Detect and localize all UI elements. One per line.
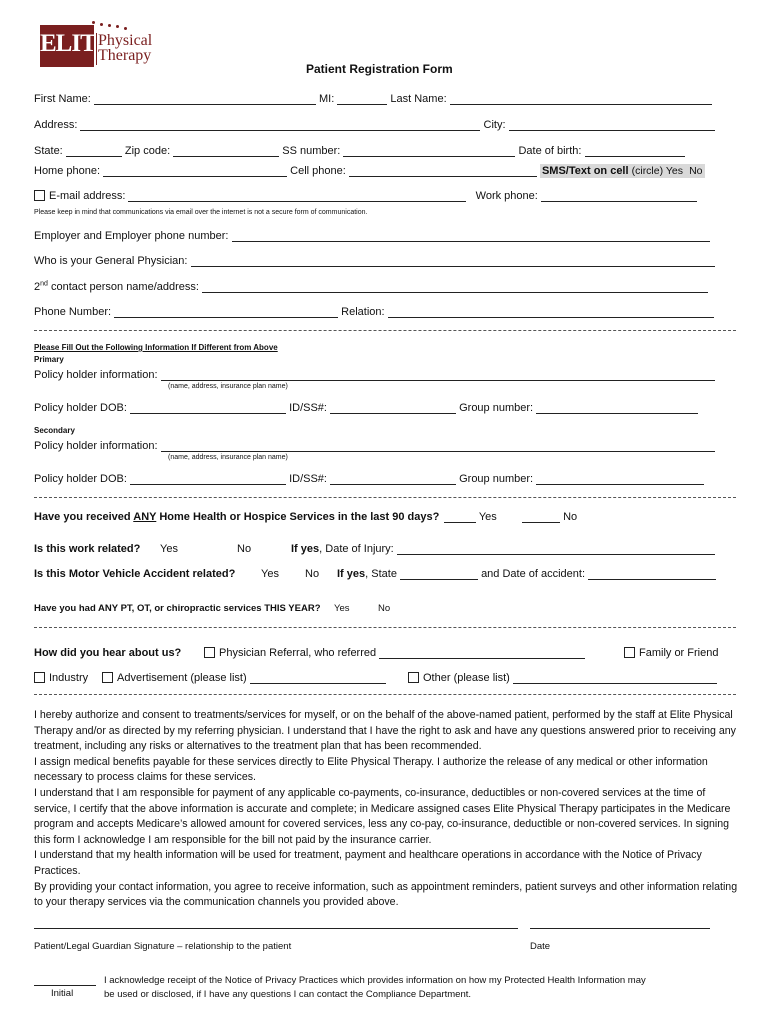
email-label: E-mail address: (49, 190, 126, 202)
secondary-group-field[interactable] (536, 473, 704, 485)
other-label: Other (please list) (423, 672, 510, 684)
signature-label: Patient/Legal Guardian Signature – relationship to the patient (34, 941, 292, 952)
address-label: Address: (34, 119, 78, 131)
primary-policy-row (34, 369, 715, 381)
logo-dot (116, 25, 119, 28)
signature-line[interactable] (34, 928, 518, 929)
date-label: Date (530, 941, 551, 952)
policy-note: (name, address, insurance plan name) (168, 454, 288, 461)
work-related-question: Is this work related? (34, 543, 141, 555)
policy-info-label: Policy holder information: (34, 369, 158, 381)
home-health-text-post: Home Health or Hospice Services in the last 90 days? (156, 511, 440, 523)
consent-paragraph: I understand that my health information will be used for treatment, payment and healthcare operations in accordance with the Notice of Privacy Practices. (34, 849, 702, 877)
primary-label: Primary (34, 355, 64, 364)
primary-dob-field[interactable] (130, 402, 286, 414)
physician-referral-checkbox[interactable] (204, 647, 215, 658)
logo-elite-text: ELITE (40, 30, 112, 57)
other-field[interactable] (513, 672, 717, 684)
family-friend-label: Family or Friend (639, 647, 719, 659)
dob-field[interactable] (585, 145, 685, 157)
ss-field[interactable] (343, 145, 515, 157)
first-name-label: First Name: (34, 93, 91, 105)
first-name-field[interactable] (94, 93, 316, 105)
phone-row (34, 165, 705, 177)
secondary-id-field[interactable] (330, 473, 456, 485)
logo-dot (108, 24, 111, 27)
email-note: Please keep in mind that communications via email over the internet is not a secure form of communication. (34, 209, 368, 216)
employer-label: Employer and Employer phone number: (34, 230, 229, 242)
secondary-policy-info-field[interactable] (161, 440, 715, 452)
group-number-label: Group number: (459, 402, 534, 414)
contact2-text: contact person name/address: (47, 280, 199, 293)
if-yes-label: If yes (291, 543, 320, 555)
other-option (408, 672, 717, 684)
form-title: Patient Registration Form (306, 62, 453, 76)
section-divider (34, 497, 736, 498)
accident-date-label: and Date of accident: (481, 568, 586, 580)
accident-state-field[interactable] (400, 568, 478, 580)
home-health-question (34, 511, 439, 523)
home-health-no[interactable] (522, 511, 577, 523)
motor-vehicle-yes[interactable]: Yes (261, 568, 279, 580)
city-field[interactable] (509, 119, 715, 131)
work-phone-field[interactable] (541, 190, 697, 202)
contact2-sup: nd (40, 280, 48, 287)
logo-divider (96, 33, 97, 65)
name-row (34, 93, 712, 105)
home-health-yes-field[interactable] (444, 511, 476, 523)
logo-dot (100, 23, 103, 26)
pt-ot-no[interactable]: No (378, 603, 391, 614)
acknowledgement-line1: I acknowledge receipt of the Notice of Privacy Practices which provides information on how my Protected Health Information may (104, 975, 646, 986)
accident-row (337, 568, 716, 580)
primary-id-field[interactable] (330, 402, 456, 414)
contact2-num: 2 (34, 280, 41, 293)
contact2-phone-row (34, 306, 714, 318)
secondary-policy-row (34, 440, 715, 452)
sms-option[interactable] (540, 164, 705, 178)
date-line[interactable] (530, 928, 710, 929)
home-phone-label: Home phone: (34, 165, 101, 177)
motor-vehicle-question: Is this Motor Vehicle Accident related? (34, 568, 236, 580)
cell-phone-label: Cell phone: (290, 165, 346, 177)
primary-group-field[interactable] (536, 402, 698, 414)
id-ss-label: ID/SS#: (289, 473, 327, 485)
state-label: State: (34, 145, 63, 157)
consent-text (34, 708, 738, 911)
home-health-text-pre: Have you received (34, 511, 134, 523)
email-field[interactable] (128, 190, 466, 202)
mi-label: MI: (318, 93, 335, 105)
physician-field[interactable] (191, 255, 715, 267)
secondary-dob-field[interactable] (130, 473, 286, 485)
physician-label: Who is your General Physician: (34, 255, 188, 267)
work-phone-label: Work phone: (475, 190, 538, 202)
home-health-yes[interactable] (444, 511, 497, 523)
section-divider (34, 694, 736, 695)
referral-question: How did you hear about us? (34, 647, 182, 659)
logo-dot (92, 21, 95, 24)
home-phone-field[interactable] (103, 165, 287, 177)
id-ss-label: ID/SS#: (289, 402, 327, 414)
zip-field[interactable] (173, 145, 279, 157)
advertisement-field[interactable] (250, 672, 386, 684)
logo-physical-text: Physical (98, 32, 153, 49)
employer-row (34, 230, 710, 242)
section-divider (34, 627, 736, 628)
ss-label: SS number: (282, 145, 341, 157)
email-checkbox[interactable] (34, 190, 45, 201)
email-row (34, 190, 697, 202)
section-divider (34, 330, 736, 331)
contact2-label (34, 281, 199, 293)
physician-referral-label: Physician Referral, who referred (219, 647, 377, 659)
consent-paragraph: By providing your contact information, you agree to receive information, such as appointment reminders, patient surveys and other information relating to your therapy services via the communication channels you provided above. (34, 880, 738, 909)
phone-number-field[interactable] (114, 306, 338, 318)
industry-label: Industry (49, 672, 89, 684)
work-related-no[interactable]: No (237, 543, 252, 555)
physician-referral-field[interactable] (379, 647, 585, 659)
physician-referral-option (204, 647, 585, 659)
sms-label: SMS/Text on cell (541, 165, 629, 177)
dob-label: Date of birth: (518, 145, 582, 157)
motor-vehicle-no[interactable]: No (305, 568, 320, 580)
no-label: No (563, 511, 578, 523)
consent-paragraph: I understand that I am responsible for payment of any applicable co-payments, co-insurance, deductibles or non-covered services at the time of service, I certify that the above information is accurate and complete; in Medicare assigned cases Elite Physical Therapy participates in the Medicare program and accepts Medicare’s allowed amount for covered services, less any co-pay, co-insurance, deductible or non-covered services. In signing this form I acknowledge I am responsible for the bill not paid by the insurance carrier. (34, 786, 731, 846)
advertisement-label: Advertisement (please list) (117, 672, 247, 684)
state-row (34, 145, 685, 157)
accident-state-label: , State (365, 568, 397, 580)
pt-ot-question: Have you had ANY PT, OT, or chiropractic services THIS YEAR? (34, 603, 321, 614)
policy-info-label: Policy holder information: (34, 440, 158, 452)
home-health-no-field[interactable] (522, 511, 560, 523)
address-field[interactable] (80, 119, 480, 131)
logo-dot (124, 27, 127, 30)
other-checkbox[interactable] (408, 672, 419, 683)
injury-date-label: , Date of Injury: (319, 543, 394, 555)
yes-label: Yes (478, 511, 497, 523)
contact2-field[interactable] (202, 281, 708, 293)
family-friend-option (624, 647, 718, 659)
policy-dob-label: Policy holder DOB: (34, 473, 127, 485)
group-number-label: Group number: (459, 473, 534, 485)
sms-circle-yes[interactable]: (circle) Yes (631, 165, 683, 177)
initial-line[interactable] (34, 985, 96, 986)
if-yes-label: If yes (337, 568, 366, 580)
home-health-any: ANY (133, 511, 157, 523)
consent-paragraph: I assign medical benefits payable for these services directly to Elite Physical Therapy. I authorize the release of any medical or other information necessary to process claims for these services. (34, 755, 708, 784)
zip-label: Zip code: (124, 145, 171, 157)
state-field[interactable] (66, 145, 122, 157)
insurance-header: Please Fill Out the Following Information If Different from Above (34, 343, 278, 352)
family-friend-checkbox[interactable] (624, 647, 635, 658)
primary-policy-info-field[interactable] (161, 369, 715, 381)
work-related-yes[interactable]: Yes (160, 543, 178, 555)
employer-field[interactable] (232, 230, 710, 242)
industry-checkbox[interactable] (34, 672, 45, 683)
policy-note: (name, address, insurance plan name) (168, 383, 288, 390)
initial-label: Initial (51, 988, 74, 999)
relation-label: Relation: (341, 306, 385, 318)
last-name-label: Last Name: (390, 93, 447, 105)
phone-number-label: Phone Number: (34, 306, 112, 318)
cell-phone-field[interactable] (349, 165, 537, 177)
contact2-row (34, 280, 708, 293)
address-row (34, 119, 715, 131)
city-label: City: (483, 119, 506, 131)
advertisement-checkbox[interactable] (102, 672, 113, 683)
injury-date-field[interactable] (397, 543, 715, 555)
acknowledgement-line2: be used or disclosed, if I have any questions I can contact the Compliance Department. (104, 989, 472, 1000)
physician-row (34, 255, 715, 267)
relation-field[interactable] (388, 306, 714, 318)
secondary-dob-row (34, 473, 704, 485)
injury-date-row (291, 543, 715, 555)
pt-ot-yes[interactable]: Yes (334, 603, 350, 614)
consent-paragraph: I hereby authorize and consent to treatments/services for myself, or on the behalf of the above-named patient, performed by the staff at Elite Physical Therapy and/or as directed by my referring physician. I understand that I have the right to ask and have any questions answered prior to receiving any treatment, including any risks or alternatives to the treatment plan that has been recommended. (34, 709, 736, 753)
advertisement-option (102, 672, 386, 684)
accident-date-field[interactable] (588, 568, 716, 580)
logo-therapy-text: Therapy (98, 47, 152, 64)
secondary-label: Secondary (34, 426, 75, 435)
last-name-field[interactable] (450, 93, 712, 105)
policy-dob-label: Policy holder DOB: (34, 402, 127, 414)
mi-field[interactable] (337, 93, 387, 105)
sms-no[interactable]: No (689, 165, 703, 177)
primary-dob-row (34, 402, 698, 414)
industry-option (34, 672, 88, 684)
